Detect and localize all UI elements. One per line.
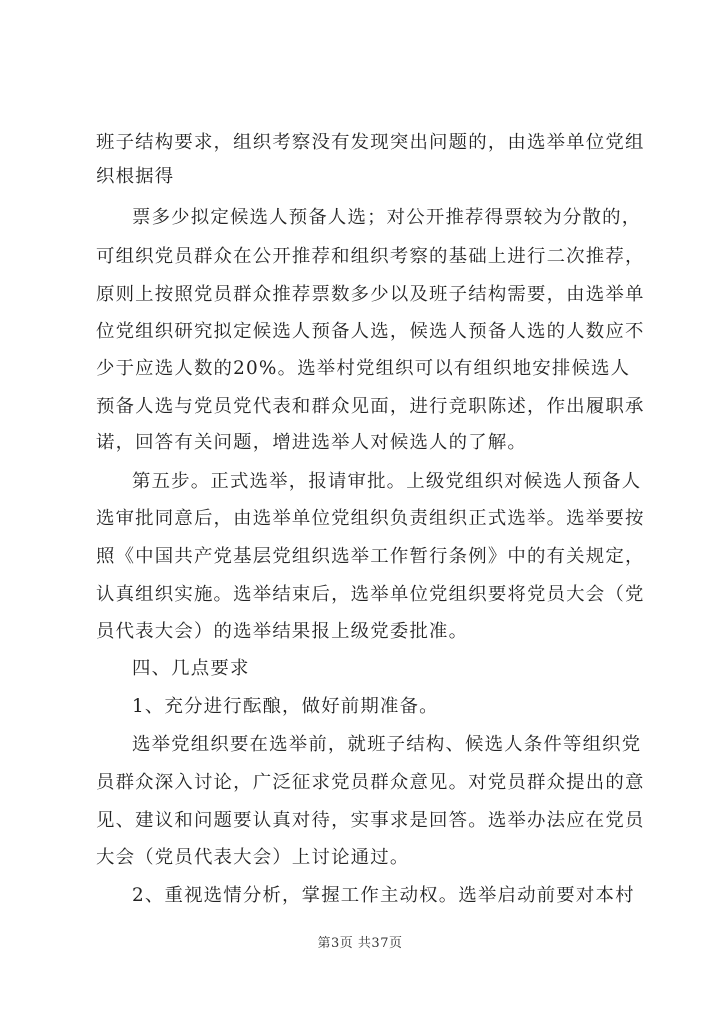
text-line: 选审批同意后，由选举单位党组织负责组织正式选举。选举要按 xyxy=(96,508,645,529)
text-line: 第五步。正式选举，报请审批。上级党组织对候选人预备人 xyxy=(132,471,642,492)
text-line: 照《中国共产党基层党组织选举工作暂行条例》中的有关规定， xyxy=(96,546,645,567)
text-line: 班子结构要求，组织考察没有发现突出问题的，由选举单位党组 xyxy=(96,132,645,153)
text-line: 可组织党员群众在公开推荐和组织考察的基础上进行二次推荐， xyxy=(96,246,645,267)
text-line: 位党组织研究拟定候选人预备人选，候选人预备人选的人数应不 xyxy=(96,321,645,342)
text-line: 员代表大会）的选举结果报上级党委批准。 xyxy=(96,621,469,642)
subsection-heading: 1、充分进行酝酿，做好前期准备。 xyxy=(132,696,439,717)
text-line: 诺，回答有关问题，增进选举人对候选人的了解。 xyxy=(96,432,527,453)
text-line: 选举党组织要在选举前，就班子结构、候选人条件等组织党 xyxy=(132,734,642,755)
text-line: 2、重视选情分析，掌握工作主动权。选举启动前要对本村 xyxy=(132,885,635,906)
text-line: 预备人选与党员党代表和群众见面，进行竞职陈述，作出履职承 xyxy=(96,396,645,417)
text-line: 认真组织实施。选举结束后，选举单位党组织要将党员大会（党 xyxy=(96,584,645,605)
text-line: 员群众深入讨论，广泛征求党员群众意见。对党员群众提出的意 xyxy=(96,772,645,793)
text-line: 见、建议和问题要认真对待，实事求是回答。选举办法应在党员 xyxy=(96,810,645,831)
page-number: 第3页 共37页 xyxy=(317,936,403,951)
text-line: 少于应选人数的20%。选举村党组织可以有组织地安排候选人 xyxy=(96,358,631,379)
text-line: 织根据得 xyxy=(96,166,175,187)
text-line: 大会（党员代表大会）上讨论通过。 xyxy=(96,847,410,868)
text-line: 票多少拟定候选人预备人选；对公开推荐得票较为分散的， xyxy=(132,207,642,228)
text-line: 原则上按照党员群众推荐票数多少以及班子结构需要，由选举单 xyxy=(96,284,645,305)
section-heading: 四、几点要求 xyxy=(132,658,250,679)
